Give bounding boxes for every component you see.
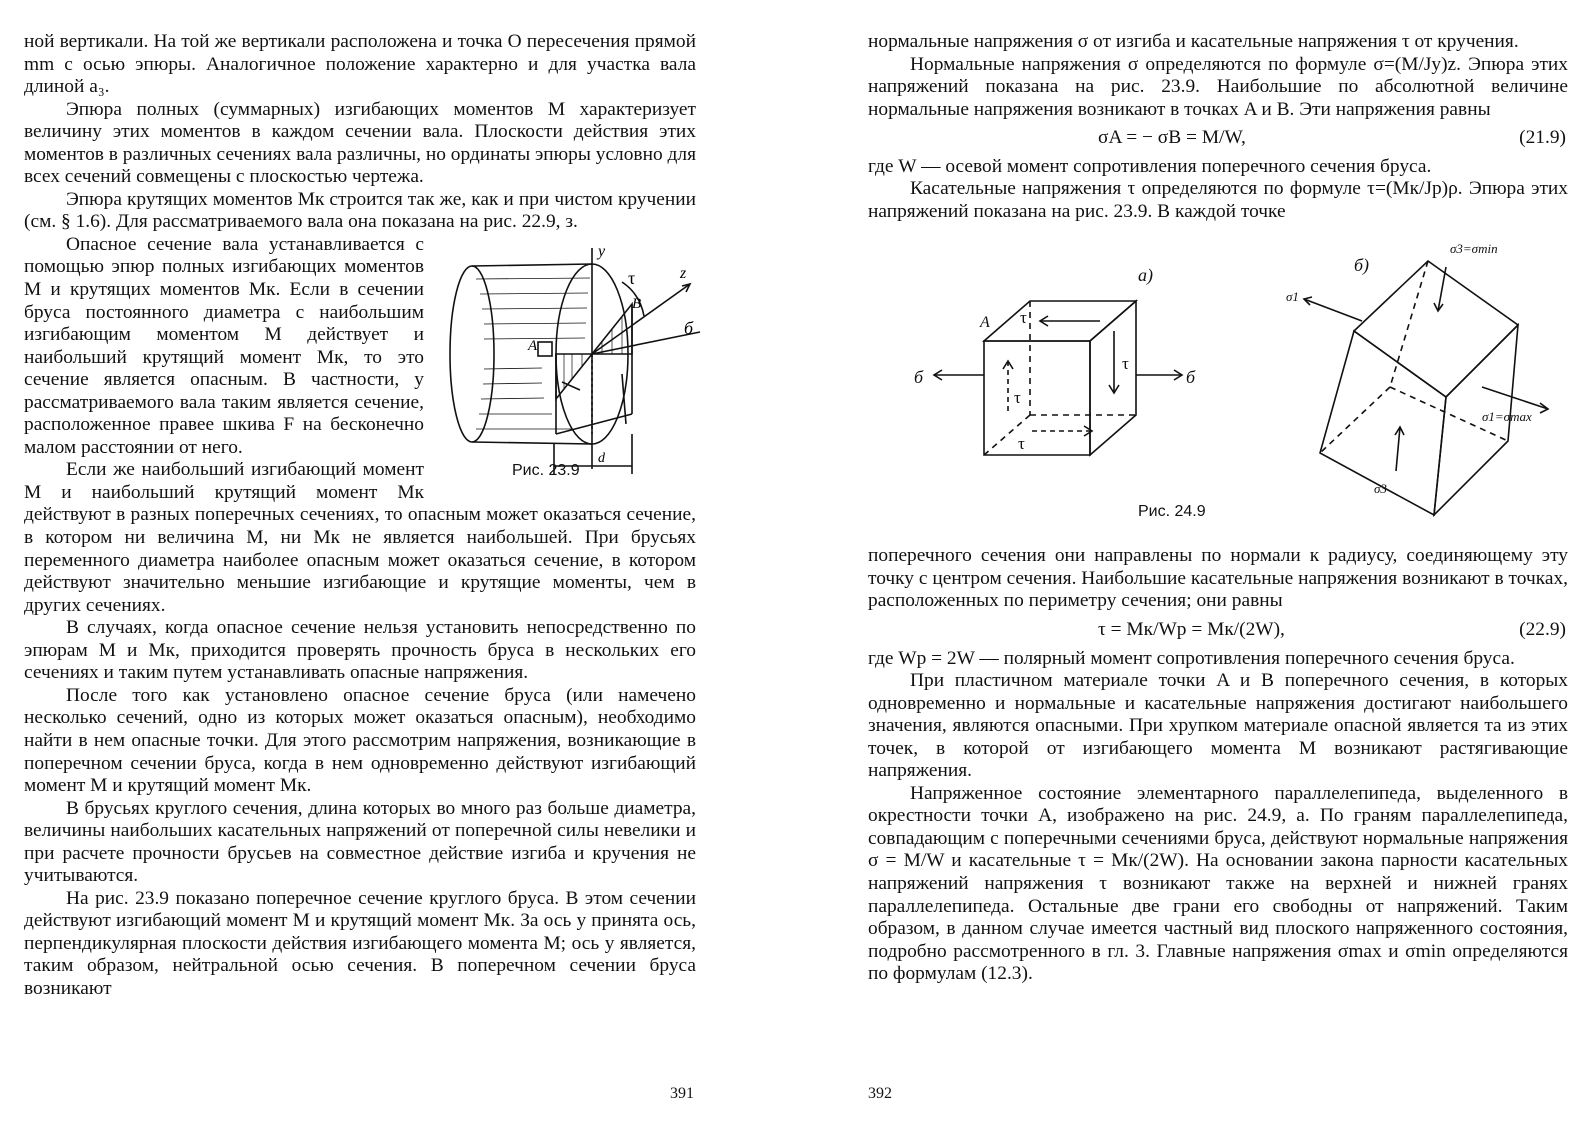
paragraph: Нормальные напряжения σ определяются по формуле σ=(M/Jy)z. Эпюра этих напряжений показана на рис. 23.9. Наибольшие по абсолютной величине нормальные напряжения возникают в точках A и B. Эти напряжения равны xyxy=(868,53,1568,120)
label-tau: τ xyxy=(628,267,636,288)
label-tau-bottom: τ xyxy=(1018,434,1025,454)
paragraph: В случаях, когда опасное сечение нельзя установить непосредственно по эпюрам M и Mк, приходится проверять прочность бруса в нескольких его сечениях и таким путем устанавливать опасные напряжения. xyxy=(24,617,696,684)
paragraph: На рис. 23.9 показано поперечное сечение круглого бруса. В этом сечении действуют изгибающий момент M и крутящий момент Mк. За ось y принята ось, перпендикулярная плоскости действия изгибающего момента M; ось y является, таким образом, нейтральной осью сечения. В поперечном сечении бруса возникают xyxy=(24,887,696,999)
page-right xyxy=(800,0,1586,1148)
equation-body: τ = Mк/Wp = Mк/(2W), xyxy=(1098,619,1285,641)
stress-element-drawing xyxy=(868,231,1568,531)
paragraph: В брусьях круглого сечения, длина которых во много раз больше диаметра, величины наибольших касательных напряжений от поперечной силы невелики и при расчете прочности брусьев на совместное действие изгиба и кручения не учитываются. xyxy=(24,797,696,887)
figure-caption: Рис. 23.9 xyxy=(512,461,580,479)
equation-number: (21.9) xyxy=(1519,127,1566,149)
figure-23-9 xyxy=(432,234,708,486)
right-text-column xyxy=(868,31,1568,986)
paragraph: Касательные напряжения τ определяются по формуле τ=(Mк/Jp)ρ. Эпюра этих напряжений показана на рис. 23.9. В каждой точке xyxy=(868,178,1568,222)
label-d: d xyxy=(598,450,605,466)
label-sigma1: σ1 xyxy=(1286,289,1299,305)
label-sigma3-min: σ3=σmin xyxy=(1450,241,1498,257)
label-A: A xyxy=(528,337,538,354)
paragraph: Эпюра полных (суммарных) изгибающих моментов M характеризует величину этих моментов в каждом сечении вала. Плоскости действия этих моментов в различных сечениях вала различны, но ординаты эпюры условно для всех сечений совмещены с плоскостью чертежа. xyxy=(24,98,696,188)
paragraph: нормальные напряжения σ от изгиба и касательные напряжения τ от кручения. xyxy=(868,31,1519,52)
label-tau-right: τ xyxy=(1122,354,1129,374)
paragraph: Если же наибольший изгибающий момент M и наибольший крутящий момент Mк действуют в разных поперечных сечениях, то опасным может оказаться сечение, в котором ни величина M, ни Mк не является наибольшей. При брусьях переменного диаметра наиболее опасным может оказаться сечение, в котором действуют значительно меньшие изгибающие и крутящие моменты, чем в других сечениях. xyxy=(24,459,696,616)
label-sigma3: σ3 xyxy=(1374,481,1387,497)
paragraph: Опасное сечение вала устанавливается с помощью эпюр полных изгибающих моментов M и крутящих моментов Mк. Если в сечении бруса постоянного диаметра с наибольшим изгибающим моментом M действует и наибольший крутящий момент Mк, то это сечение является опасным. В частности, у рассматриваемого вала таким является сечение, расположенное правее шкива F на бесконечно малом расстоянии от него. xyxy=(24,233,424,458)
paragraph: После того как установлено опасное сечение бруса (или намечено несколько сечений, одно из которых может оказаться опасным), необходимо найти в нем опасные точки. Для этого рассмотрим напряжения, возникающие в поперечном сечении бруса, когда в нем одновременно действуют изгибающий момент M и крутящий момент Mк. xyxy=(24,684,696,797)
page-number: 391 xyxy=(670,1085,694,1102)
figure-24-9 xyxy=(868,231,1568,531)
label-sigma-left: б xyxy=(914,367,924,388)
paragraph: Напряженное состояние элементарного параллелепипеда, выделенного в окрестности точки A, изображено на рис. 24.9, а. По граням параллелепипеда, совпадающим с поперечными сечениями бруса, действуют нормальные напряжения σ = M/W и касательные τ = Mк/(2W). На основании закона парности касательных напряжений напряжения τ возникают также на верхней и нижней гранях параллелепипеда. Остальные две грани его свободны от напряжений. Таким образом, в данном случае имеется частный вид плоского напряженного состояния, подробно рассмотренного в гл. 3. Главные напряжения σmax и σmin определяются по формулам (12.3). xyxy=(868,782,1568,985)
label-sigma1-max: σ1=σmax xyxy=(1482,409,1532,425)
label-z: z xyxy=(680,264,687,282)
shaft-section-drawing xyxy=(432,234,708,486)
equation-22-9 xyxy=(868,619,1568,642)
paragraph: ной вертикали. На той же вертикали расположена и точка O пересечения прямой mm с осью эпюры. Аналогичное положение характерно и для участка вала длиной a₃. xyxy=(24,31,696,98)
label-b: б) xyxy=(1354,255,1370,276)
label-sigma-right: б xyxy=(1186,367,1196,388)
label-B: B xyxy=(632,295,642,312)
figure-caption: Рис. 24.9 xyxy=(1138,503,1206,521)
paragraph: поперечного сечения они направлены по нормали к радиусу, соединяющему эту точку с центром сечения. Наибольшие касательные напряжения возникают в точках, расположенных по периметру сечения; они равны xyxy=(868,545,1568,612)
label-A: A xyxy=(980,314,990,332)
page-number: 392 xyxy=(868,1085,892,1102)
equation-number: (22.9) xyxy=(1519,619,1566,641)
left-text-column xyxy=(24,31,696,1001)
label-a: а) xyxy=(1138,265,1153,286)
paragraph: где Wp = 2W — полярный момент сопротивления поперечного сечения бруса. xyxy=(868,647,1515,669)
equation-21-9 xyxy=(868,127,1568,150)
equation-body: σA = − σB = M/W, xyxy=(1098,127,1246,149)
paragraph: где W — осевой момент сопротивления поперечного сечения бруса. xyxy=(868,155,1432,177)
label-tau-left: τ xyxy=(1014,388,1021,408)
paragraph: Эпюра крутящих моментов Mк строится так же, как и при чистом кручении (см. § 1.6). Для рассматриваемого вала она показана на рис. 22.9, з. xyxy=(24,188,696,233)
label-y: y xyxy=(598,242,606,260)
label-sigma: б xyxy=(684,317,694,338)
paragraph: При пластичном материале точки A и B поперечного сечения, в которых одновременно и нормальные и касательные напряжения достигают наибольшего значения, являются опасными. При хрупком материале опасной является та из этих точек, в которой от изгибающего момента M возникают растягивающие напряжения. xyxy=(868,670,1568,782)
page-left xyxy=(0,0,760,1148)
label-tau-top: τ xyxy=(1020,308,1027,328)
